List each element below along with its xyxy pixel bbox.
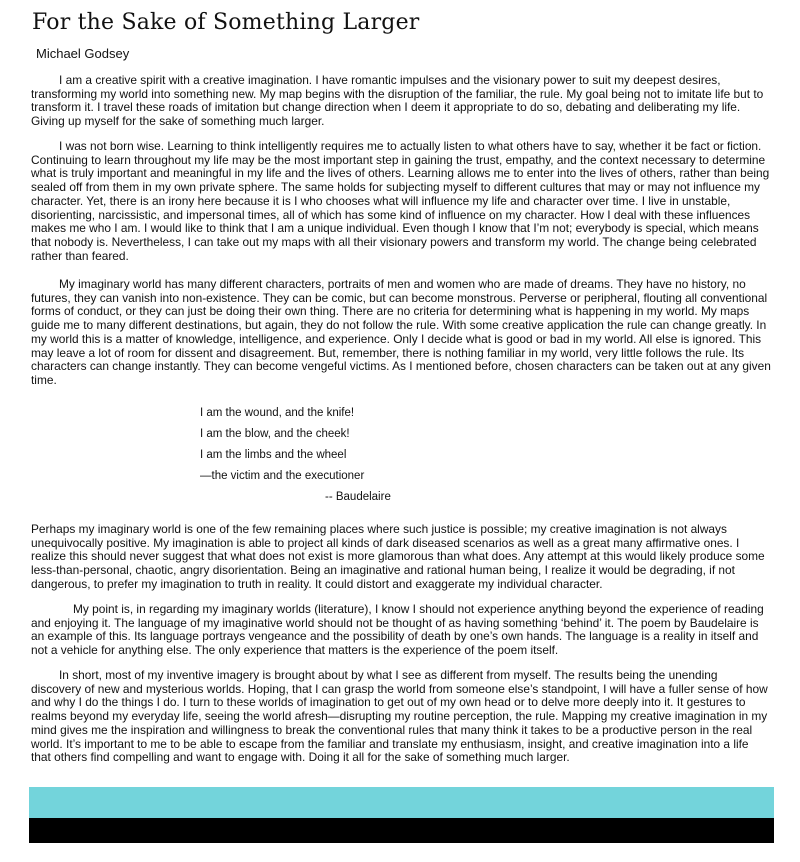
paragraph-3: My imaginary world has many different characters, portraits of men and women who are made of dreams. They have no history, no futures, they can vanish into non-existence. They can be comic, but can become monstrous. Perverse or peripheral, flouting all conventional forms of conduct, or they can just be doing their own thing. There are no criteria for determining what is happening in my world. My maps guide me to many different destinations, but again, they do not follow the rule. With some creative application the rule can change greatly. In my world this is a matter of knowledge, intelligence, and experience. Only I decide what is good or bad in my world. All else is ignored. This may leave a lot of room for dissent and disagreement. But, remember, there is nothing familiar in my world, very little follows the rule. Its characters can change instantly. They can become vengeful victims. As I mentioned before, chosen characters can be taken out at any given time. — [31, 277, 771, 387]
poem-line: I am the blow, and the cheek! — [200, 428, 350, 440]
paragraph-1: I am a creative spirit with a creative imagination. I have romantic impulses and the visionary power to suit my deepest desires, transforming my world into something new. My map begins with the disruption of the familiar, the rule. My goal being not to imitate life but to transform it. I travel these roads of imitation but change direction when I deem it appropriate to do so, debating and deliberating my life. Giving up myself for the sake of something much larger. — [31, 73, 764, 129]
poem-line: —the victim and the executioner — [200, 470, 365, 482]
author-name: Michael Godsey — [36, 46, 130, 61]
paragraph-2: I was not born wise. Learning to think intelligently requires me to actually listen to what others have to say, whether it be fact or fiction. Continuing to learn throughout my life may be the most important step in gaining the trust, empathy, and the context necessary to determine what is truly important and meaningful in my life and the lives of others. Learning allows me to enter into the lives of others, rather than being sealed off from them in my own private sphere. The same holds for subjecting myself to different cultures that may or may not influence my character. Yet, there is an irony here because it is I who chooses what will influence my life and character over time. I live in unstable, disorienting, narcissistic, and impersonal times, all of which has some kind of influence on my character. How I deal with these influences makes me who I am. I would like to think that I am a unique individual. Even though I know that I’m not; everybody is special, which means that nobody is. Nevertheless, I can take out my maps with all their visionary powers and transform my world. The change being celebrated rather than feared. — [31, 139, 770, 263]
footer-black-band — [29, 818, 774, 843]
paragraph-6: In short, most of my inventive imagery is brought about by what I see as different from myself. The results being the unending discovery of new and mysterious worlds. Hoping, that I can grasp the world from someone else’s standpoint, I will have a fuller sense of how and why I do the things I do. I turn to these worlds of imagination to get out of my own head or to delve more deeply into it. It gestures to realms beyond my everyday life, seeing the world afresh—disrupting my routine perception, the rule. Mapping my creative imagination in my mind gives me the inspiration and willingness to break the conventional rules that many think it takes to be a productive person in the real world. It’s important to me to be able to escape from the familiar and translate my enthusiasm, insight, and creative imagination into a life that others find compelling and want to engage with. Doing it all for the sake of something much larger. — [31, 668, 768, 765]
paragraph-4: Perhaps my imaginary world is one of the few remaining places where such justice is possible; my creative imagination is not always unequivocally positive. My imagination is able to project all kinds of dark diseased scenarios as well as a great many affirmative ones. I realize this should never suggest that what does not exist is more glamorous than what does. Any attempt at this would likely produce some less-than-personal, chaotic, angry disorientation. Being an imaginative and rational human being, I realize it would be degrading, if not dangerous, to prefer my imagination to truth in reality. It could distort and exaggerate my individual character. — [31, 522, 765, 591]
footer-accent-band — [29, 787, 774, 818]
poem-attribution: -- Baudelaire — [325, 491, 391, 503]
paragraph-5: My point is, in regarding my imaginary worlds (literature), I know I should not experience anything beyond the experience of reading and enjoying it. The language of my imaginative world should not be thought of as having something ‘behind’ it. The poem by Baudelaire is an example of this. Its language portrays vengeance and the possibility of death by one’s own hands. The language is a reality in itself and not a vehicle for anything else. The only experience that matters is the experience of the poem itself. — [31, 602, 764, 658]
poem-block — [200, 406, 391, 511]
document-title: For the Sake of Something Larger — [32, 10, 420, 35]
poem-line: I am the limbs and the wheel — [200, 449, 347, 461]
poem-line: I am the wound, and the knife! — [200, 407, 355, 419]
